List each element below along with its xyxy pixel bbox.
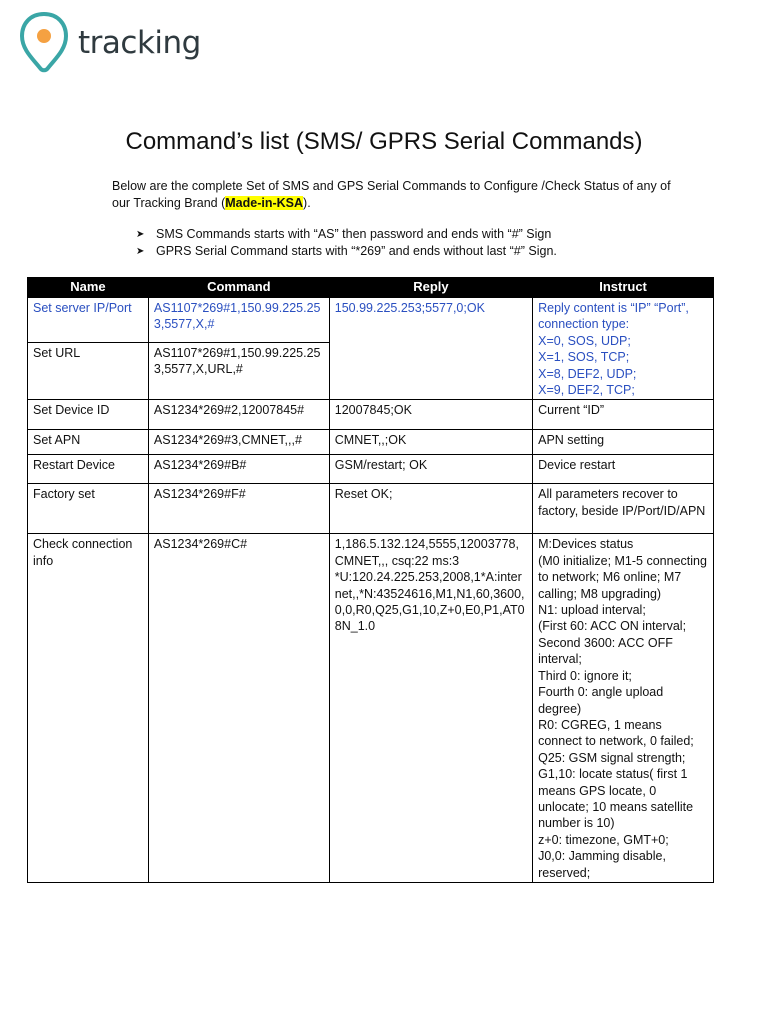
table-row bbox=[28, 400, 714, 430]
page-title: Command’s list (SMS/ GPRS Serial Commands) bbox=[125, 128, 643, 155]
instruct-line: N1: upload interval; bbox=[538, 603, 646, 618]
header-instruct: Instruct bbox=[533, 278, 714, 298]
arrow-bullet-icon: ➤ bbox=[136, 229, 145, 240]
cell-reply: 150.99.225.253;5577,0;OK bbox=[329, 298, 532, 400]
instruct-line: Q25: GSM signal strength; bbox=[538, 750, 686, 765]
instruct-line: X=1, SOS, TCP; bbox=[538, 350, 630, 365]
cell-command: AS1234*269#B# bbox=[148, 455, 329, 484]
cell-instruct: Current “ID” bbox=[533, 400, 714, 430]
location-pin-icon bbox=[18, 10, 70, 76]
bullet-text: SMS Commands starts with “AS” then password and ends with “#” Sign bbox=[156, 227, 552, 241]
cell-instruct: Device restart bbox=[533, 455, 714, 484]
brand-name: tracking bbox=[78, 25, 201, 61]
cell-instruct bbox=[533, 298, 714, 400]
cell-name: Restart Device bbox=[28, 455, 149, 484]
instruct-line: X=0, SOS, UDP; bbox=[538, 333, 631, 348]
instruct-line: z+0: timezone, GMT+0; bbox=[538, 832, 669, 847]
arrow-bullet-icon: ➤ bbox=[136, 246, 145, 257]
cell-name: Set server IP/Port bbox=[28, 298, 149, 343]
header-reply: Reply bbox=[329, 278, 532, 298]
cell-reply: 1,186.5.132.124,5555,12003778,CMNET,,, csq:22 ms:3 *U:120.24.225.253,2008,1*A:internet,,*N:43524616,M1,N1,60,3600,0,0,R0,Q25,G1,10,Z+0,E0,P1,AT08N_1.0 bbox=[329, 534, 532, 883]
intro-paragraph bbox=[112, 178, 672, 212]
instruct-line: Third 0: ignore it; bbox=[538, 668, 632, 683]
intro-text: Below are the complete Set of SMS and GPS Serial Commands to Configure /Check Status of any of our Tracking Brand ( bbox=[112, 179, 671, 210]
bullet-item bbox=[136, 226, 557, 243]
table-header-row bbox=[28, 278, 714, 298]
header-command: Command bbox=[148, 278, 329, 298]
cell-instruct bbox=[533, 534, 714, 883]
cell-command: AS1107*269#1,150.99.225.253,5577,X,URL,# bbox=[148, 343, 329, 400]
cell-name: Check connection info bbox=[28, 534, 149, 883]
cell-reply: Reset OK; bbox=[329, 484, 532, 534]
bullet-list bbox=[136, 226, 557, 260]
cell-command: AS1234*269#2,12007845# bbox=[148, 400, 329, 430]
instruct-line: M:Devices status bbox=[538, 537, 634, 552]
instruct-line: Second 3600: ACC OFF interval; bbox=[538, 635, 673, 667]
instruct-line: J0,0: Jamming disable, reserved; bbox=[538, 849, 666, 880]
instruct-line: Fourth 0: angle upload degree) bbox=[538, 685, 664, 716]
instruct-line: X=8, DEF2, UDP; bbox=[538, 366, 637, 381]
table-row bbox=[28, 430, 714, 455]
cell-name: Factory set bbox=[28, 484, 149, 534]
table-row bbox=[28, 534, 714, 883]
bullet-text: GPRS Serial Command starts with “*269” and ends without last “#” Sign. bbox=[156, 244, 557, 258]
cell-instruct: APN setting bbox=[533, 430, 714, 455]
cell-name: Set APN bbox=[28, 430, 149, 455]
cell-reply: GSM/restart; OK bbox=[329, 455, 532, 484]
table-row bbox=[28, 484, 714, 534]
instruct-line: (First 60: ACC ON interval; bbox=[538, 619, 687, 634]
table-row bbox=[28, 298, 714, 343]
highlight-made-in-ksa: Made-in-KSA bbox=[225, 196, 304, 210]
table-row bbox=[28, 455, 714, 484]
cell-instruct: All parameters recover to factory, beside IP/Port/ID/APN bbox=[533, 484, 714, 534]
instruct-line: Reply content is “IP” “Port”, connection type: bbox=[538, 301, 689, 332]
cell-command: AS1234*269#C# bbox=[148, 534, 329, 883]
instruct-line: X=9, DEF2, TCP; bbox=[538, 383, 635, 398]
cell-command: AS1234*269#F# bbox=[148, 484, 329, 534]
header-name: Name bbox=[28, 278, 149, 298]
instruct-line: G1,10: locate status( first 1 means GPS locate, 0 unlocate; 10 means satellite number is 10) bbox=[538, 767, 694, 831]
cell-command: AS1107*269#1,150.99.225.253,5577,X,# bbox=[148, 298, 329, 343]
intro-text-end: ). bbox=[303, 196, 311, 210]
cell-command: AS1234*269#3,CMNET,,,# bbox=[148, 430, 329, 455]
instruct-line: (M0 initialize; M1-5 connecting to network; M6 online; M7 calling; M8 upgrading) bbox=[538, 553, 707, 601]
cell-name: Set URL bbox=[28, 343, 149, 400]
cell-name: Set Device ID bbox=[28, 400, 149, 430]
cell-reply: CMNET,,;OK bbox=[329, 430, 532, 455]
brand-logo bbox=[18, 10, 201, 76]
instruct-line: R0: CGREG, 1 means connect to network, 0 failed; bbox=[538, 717, 694, 749]
bullet-item bbox=[136, 243, 557, 260]
cell-reply: 12007845;OK bbox=[329, 400, 532, 430]
commands-table bbox=[27, 277, 714, 883]
